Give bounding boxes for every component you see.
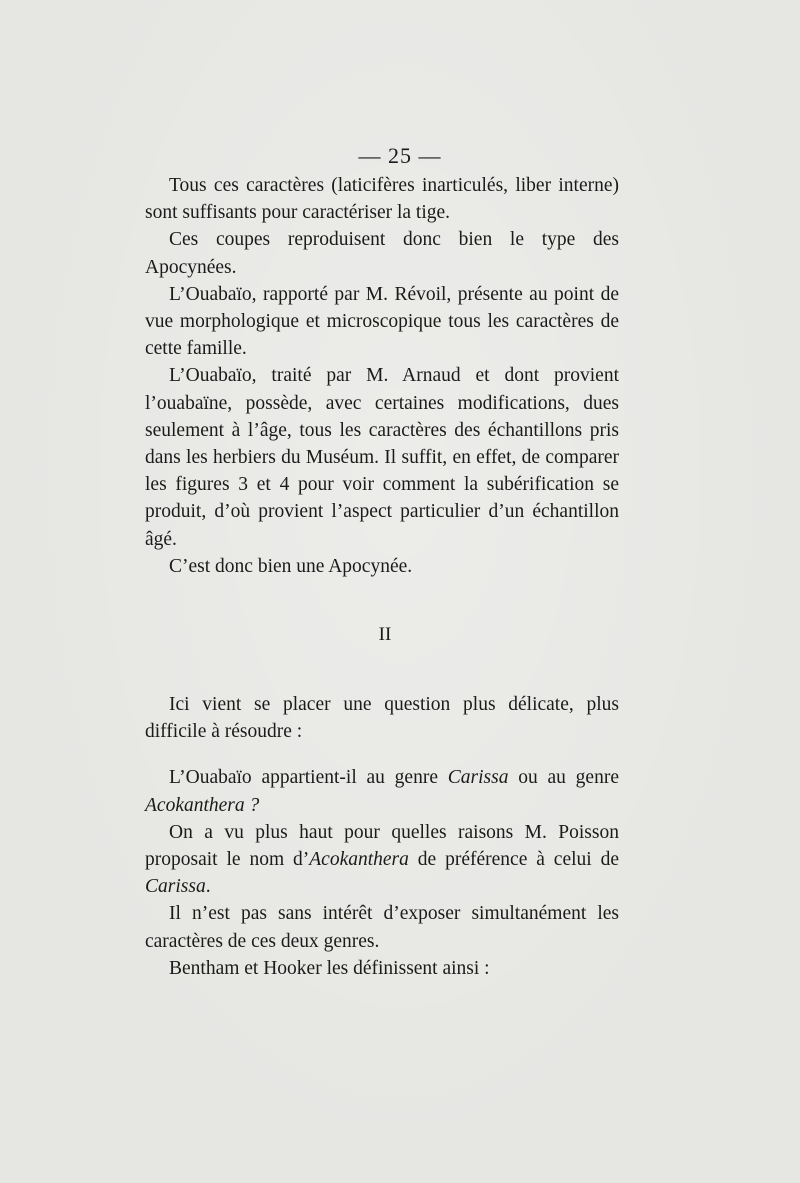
genus-name: Acokanthera [309, 849, 409, 871]
text-run: On a vu plus haut pour quelles raisons M. Poisson proposait le nom d’ [145, 821, 619, 871]
paragraph: C’est donc bien une Apocynée. [169, 555, 413, 577]
paragraph [145, 819, 619, 901]
text-block-section-two [145, 691, 619, 982]
genus-name: Acokanthera ? [145, 794, 260, 816]
section-heading: II [378, 624, 392, 645]
page-number: — 25 — [358, 143, 442, 168]
paragraph: Tous ces caractères (laticifères inarticulés, liber interne) sont suffisants pour caractériser la tige. [145, 175, 619, 224]
text-block-top [145, 172, 619, 580]
paragraph: Ici vient se placer une question plus délicate, plus difficile à résoudre : [145, 694, 619, 743]
paragraph [145, 764, 619, 818]
text-run: ou au genre [508, 767, 619, 789]
text-run: L’Ouabaïo appartient-il au genre [169, 767, 448, 789]
paragraph: L’Ouabaïo, traité par M. Arnaud et dont provient l’ouabaïne, possède, avec certaines modifications, dues seulement à l’âge, tous les caractères des échantillons pris dans les herbiers du Muséum. Il suffit, en effet, de comparer les figures 3 et 4 pour voir comment la subérification se produit, d’où provient l’aspect particulier d’un échantillon âgé. [145, 365, 619, 550]
genus-name: Carissa [447, 767, 509, 789]
paragraph: Bentham et Hooker les définissent ainsi : [169, 957, 490, 979]
paragraph: Ces coupes reproduisent donc bien le type des Apocynées. [145, 229, 619, 278]
text-run: . [205, 876, 211, 898]
paragraph: L’Ouabaïo, rapporté par M. Révoil, présente au point de vue morphologique et microscopique tous les caractères de cette famille. [145, 283, 619, 360]
paragraph: Il n’est pas sans intérêt d’exposer simultanément les caractères de ces deux genres. [145, 903, 619, 952]
genus-name: Carissa [145, 876, 206, 898]
text-run: de préférence à celui de [408, 849, 619, 871]
